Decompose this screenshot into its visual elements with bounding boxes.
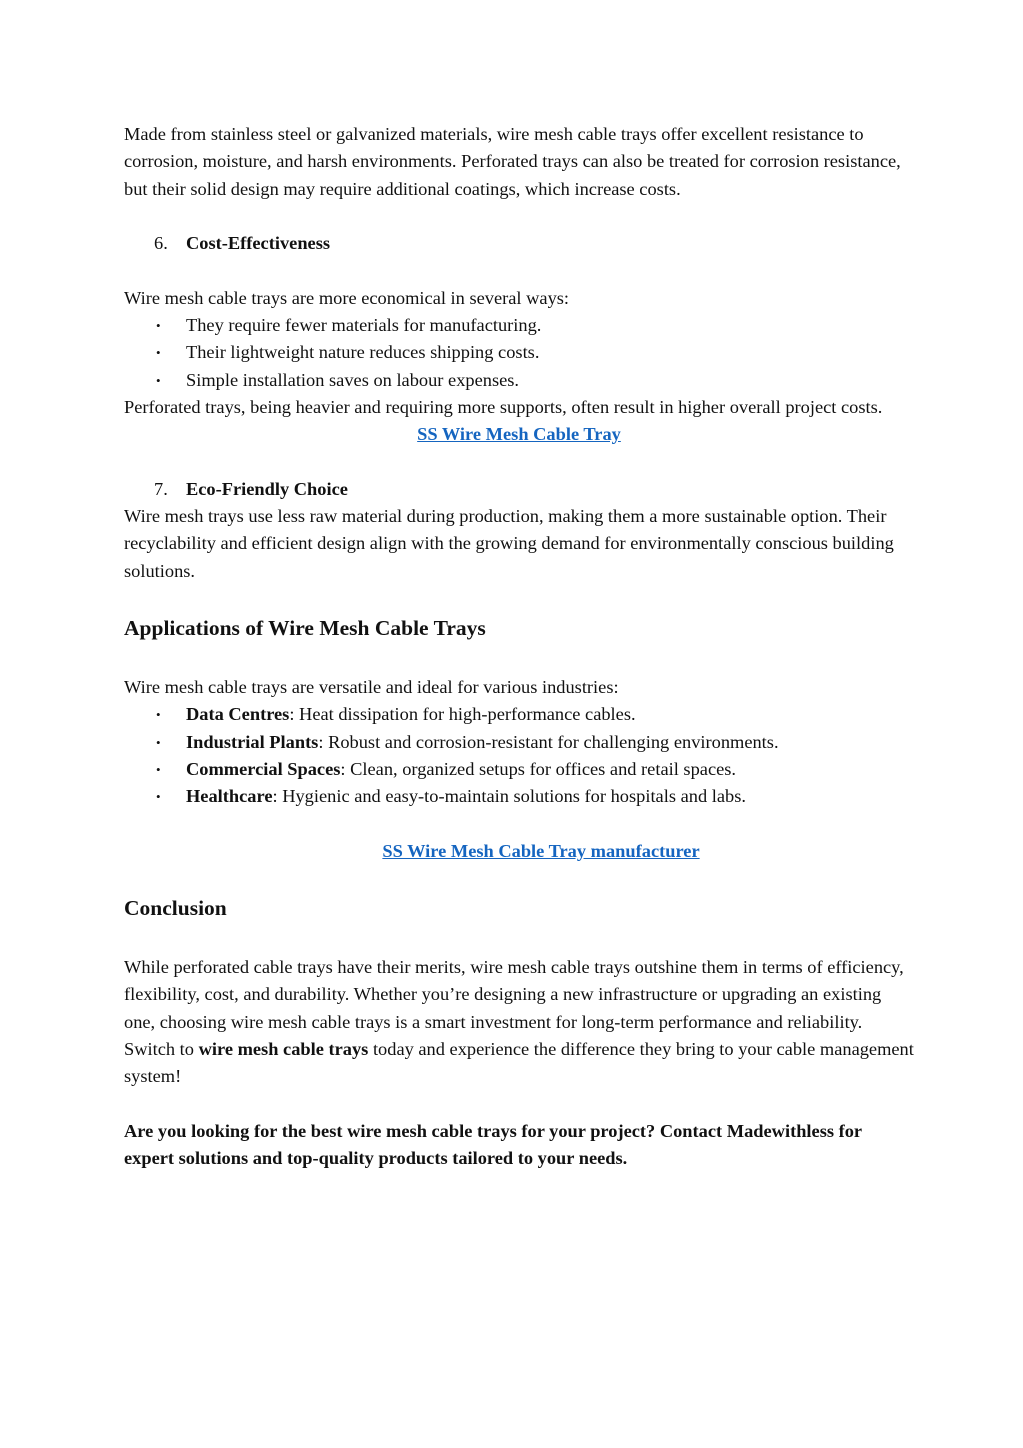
application-desc: : Clean, organized setups for offices and retail spaces. <box>340 758 737 779</box>
switch-prefix: Switch to <box>124 1039 199 1060</box>
switch-paragraph <box>124 1036 914 1091</box>
numbered-heading-eco <box>124 476 914 503</box>
manufacturer-link-row <box>124 838 914 865</box>
document-page <box>124 121 914 1173</box>
application-term: Commercial Spaces <box>186 758 341 779</box>
list-item <box>124 756 914 783</box>
application-term: Industrial Plants <box>186 731 319 752</box>
bullet-icon: • <box>156 707 161 723</box>
bullet-icon: • <box>156 318 161 334</box>
bullet-icon: • <box>156 761 161 777</box>
cost-heading-number: 6. <box>154 233 168 254</box>
list-item <box>124 729 914 756</box>
ss-wire-mesh-cable-tray-manufacturer-link[interactable]: SS Wire Mesh Cable Tray manufacturer <box>382 840 700 861</box>
bullet-icon: • <box>156 734 161 750</box>
application-term: Healthcare <box>186 786 273 807</box>
bullet-icon: • <box>156 345 161 361</box>
switch-suffix: today and experience the difference they bring to your cable management system! <box>124 1039 914 1087</box>
application-desc: : Hygienic and easy-to-maintain solutions for hospitals and labs. <box>272 786 746 807</box>
list-item <box>124 312 914 339</box>
applications-list <box>124 701 914 810</box>
durability-paragraph: Made from stainless steel or galvanized materials, wire mesh cable trays offer excellent resistance to corrosion, moisture, and harsh environments. Perforated trays can also be treated for corrosion resistance, but their solid design may require additional coatings, which increase costs. <box>124 124 901 199</box>
cost-bullet-list <box>124 312 914 394</box>
switch-bold: wire mesh cable trays <box>198 1039 369 1060</box>
eco-heading: Eco-Friendly Choice <box>186 478 348 499</box>
numbered-heading-cost <box>124 230 914 257</box>
ss-wire-mesh-cable-tray-link[interactable]: SS Wire Mesh Cable Tray <box>417 424 621 445</box>
list-item-text: They require fewer materials for manufacturing. <box>186 315 542 336</box>
cost-heading-item <box>124 230 914 257</box>
applications-heading: Applications of Wire Mesh Cable Trays <box>124 616 486 641</box>
ss-tray-link-row <box>124 421 914 448</box>
conclusion-heading: Conclusion <box>124 896 227 921</box>
list-item-text: Their lightweight nature reduces shipping costs. <box>186 342 540 363</box>
list-item <box>124 367 914 394</box>
list-item-text: Simple installation saves on labour expenses. <box>186 369 520 390</box>
list-item <box>124 339 914 366</box>
bullet-icon: • <box>156 789 161 805</box>
application-desc: : Robust and corrosion-resistant for challenging environments. <box>318 731 779 752</box>
cost-heading: Cost-Effectiveness <box>186 233 331 254</box>
list-item <box>124 701 914 728</box>
bullet-icon: • <box>156 372 161 388</box>
conclusion-paragraph: While perforated cable trays have their merits, wire mesh cable trays outshine them in terms of efficiency, flexibility, cost, and durability. Whether you’re designing a new infrastructure or upgrading an existing one, choosing wire mesh cable trays is a smart investment for long-term performance and reliability. <box>124 957 904 1032</box>
cost-intro: Wire mesh cable trays are more economical in several ways: <box>124 287 570 308</box>
application-term: Data Centres <box>186 704 290 725</box>
call-to-action: Are you looking for the best wire mesh cable trays for your project? Contact Madewithless for expert solutions and top-quality products tailored to your needs. <box>124 1120 862 1169</box>
list-item <box>124 783 914 810</box>
applications-intro: Wire mesh cable trays are versatile and ideal for various industries: <box>124 677 619 698</box>
eco-heading-item <box>124 476 914 503</box>
eco-paragraph: Wire mesh trays use less raw material during production, making them a more sustainable option. Their recyclability and efficient design align with the growing demand for environmentally conscious building solutions. <box>124 506 894 581</box>
application-desc: : Heat dissipation for high-performance cables. <box>289 704 636 725</box>
eco-heading-number: 7. <box>154 478 168 499</box>
cost-closing: Perforated trays, being heavier and requiring more supports, often result in higher overall project costs. <box>124 396 883 417</box>
